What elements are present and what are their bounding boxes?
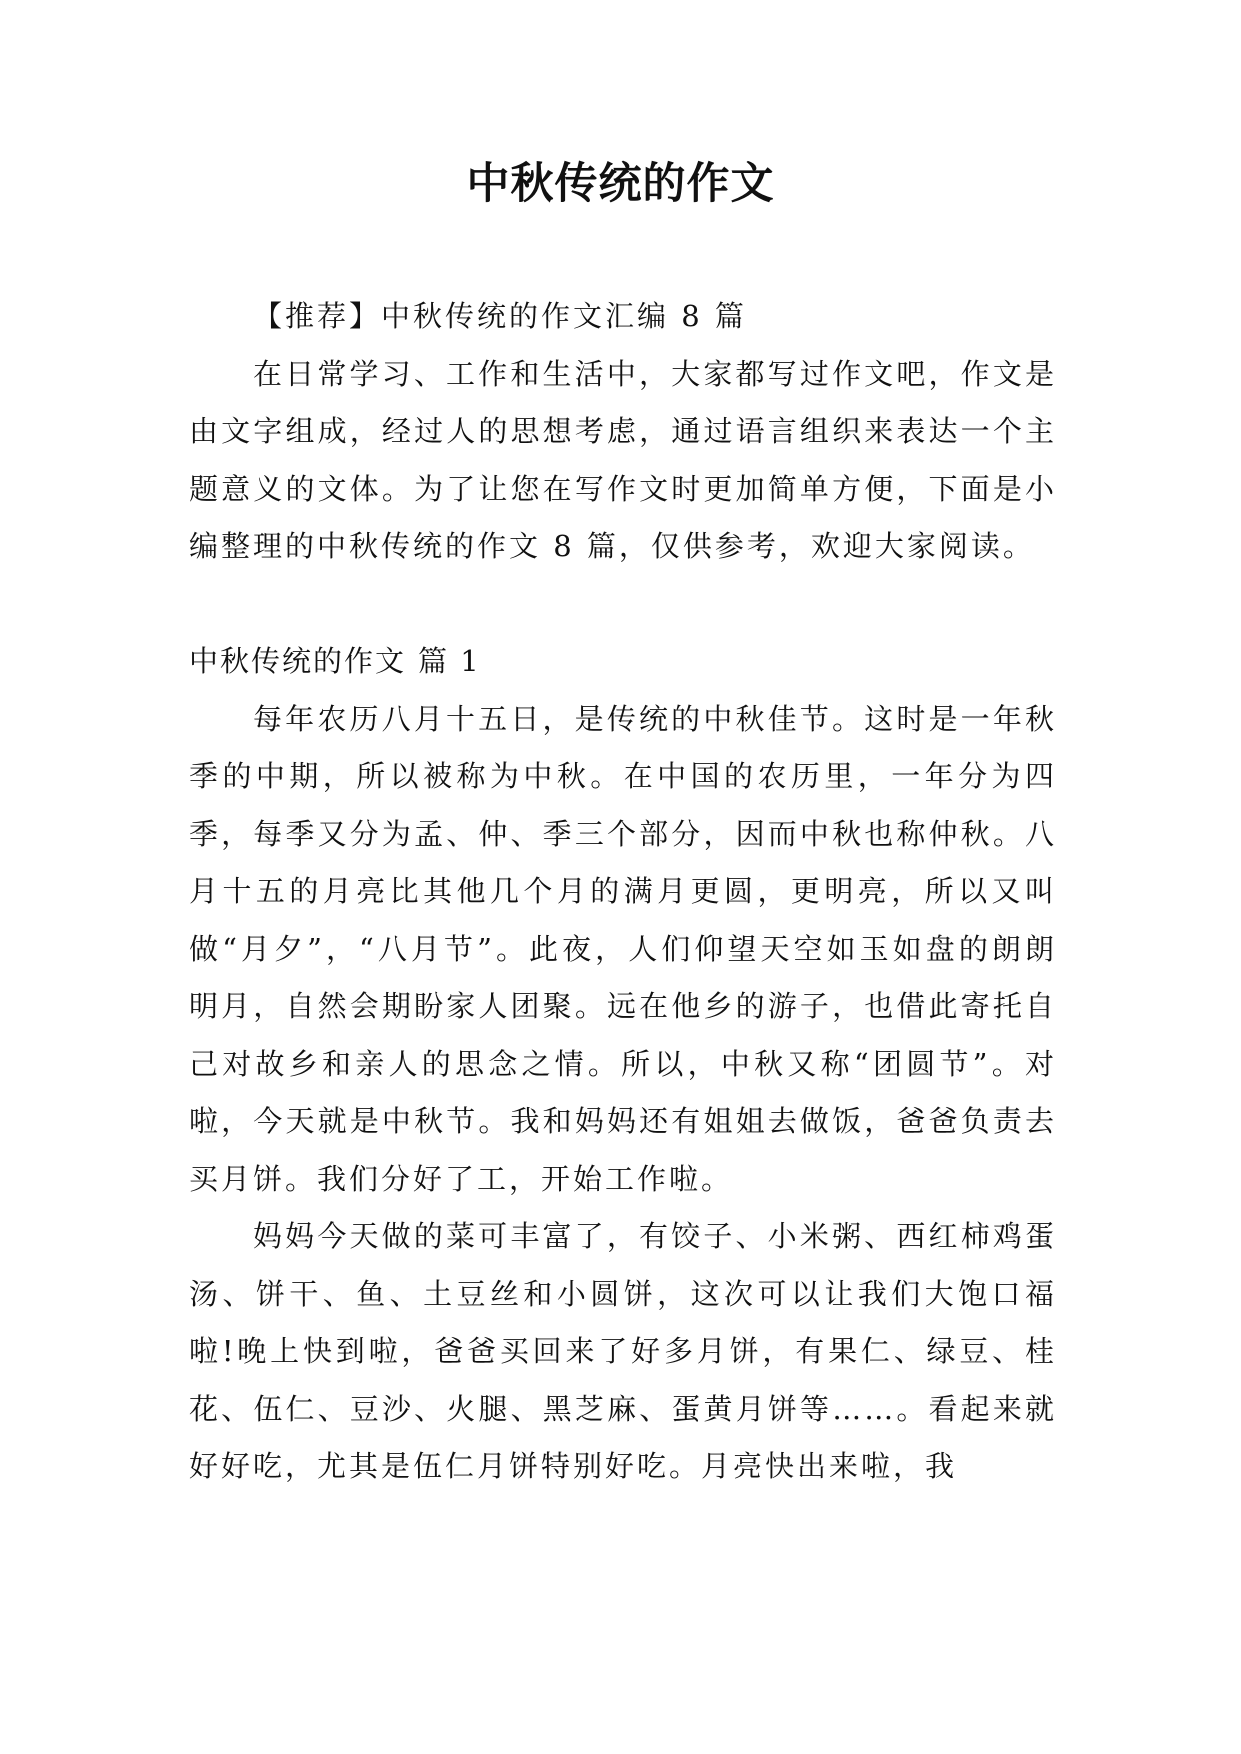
section-spacer <box>189 576 1057 634</box>
section-number: 篇 1 <box>418 644 481 678</box>
body-paragraph-1: 每年农历八月十五日，是传统的中秋佳节。这时是一年秋季的中期，所以被称为中秋。在中国的农历里，一年分为四季，每季又分为孟、仲、季三个部分，因而中秋也称仲秋。八月十五的月亮比其他几个月的满月更圆，更明亮，所以又叫做“月夕”，“八月节”。此夜，人们仰望天空如玉如盘的朗朗明月，自然会期盼家人团聚。远在他乡的游子，也借此寄托自己对故乡和亲人的思念之情。所以，中秋又称“团圆节”。对啦，今天就是中秋节。我和妈妈还有姐姐去做饭，爸爸负责去买月饼。我们分好了工，开始工作啦。 <box>189 701 1057 1196</box>
body-paragraph-2: 妈妈今天做的菜可丰富了，有饺子、小米粥、西红柿鸡蛋汤、饼干、鱼、土豆丝和小圆饼，这次可以让我们大饱口福啦!晚上快到啦，爸爸买回来了好多月饼，有果仁、绿豆、桂花、伍仁、豆沙、火腿、黑芝麻、蛋黄月饼等……。看起来就好好吃，尤其是伍仁月饼特别好吃。月亮快出来啦，我 <box>189 1219 1057 1483</box>
document-title: 中秋传统的作文 <box>466 159 775 209</box>
section-heading <box>189 633 1057 691</box>
document-body <box>189 288 1057 1496</box>
recommend-line: 【推荐】中秋传统的作文汇编 8 篇 <box>253 299 747 333</box>
intro-paragraph: 在日常学习、工作和生活中，大家都写过作文吧，作文是由文字组成，经过人的思想考虑，通过语言组织来表达一个主题意义的文体。为了让您在写作文时更加简单方便，下面是小编整理的中秋传统的作文 8 篇，仅供参考，欢迎大家阅读。 <box>189 356 1057 563</box>
section-heading-text: 中秋传统的作文 <box>189 644 407 678</box>
